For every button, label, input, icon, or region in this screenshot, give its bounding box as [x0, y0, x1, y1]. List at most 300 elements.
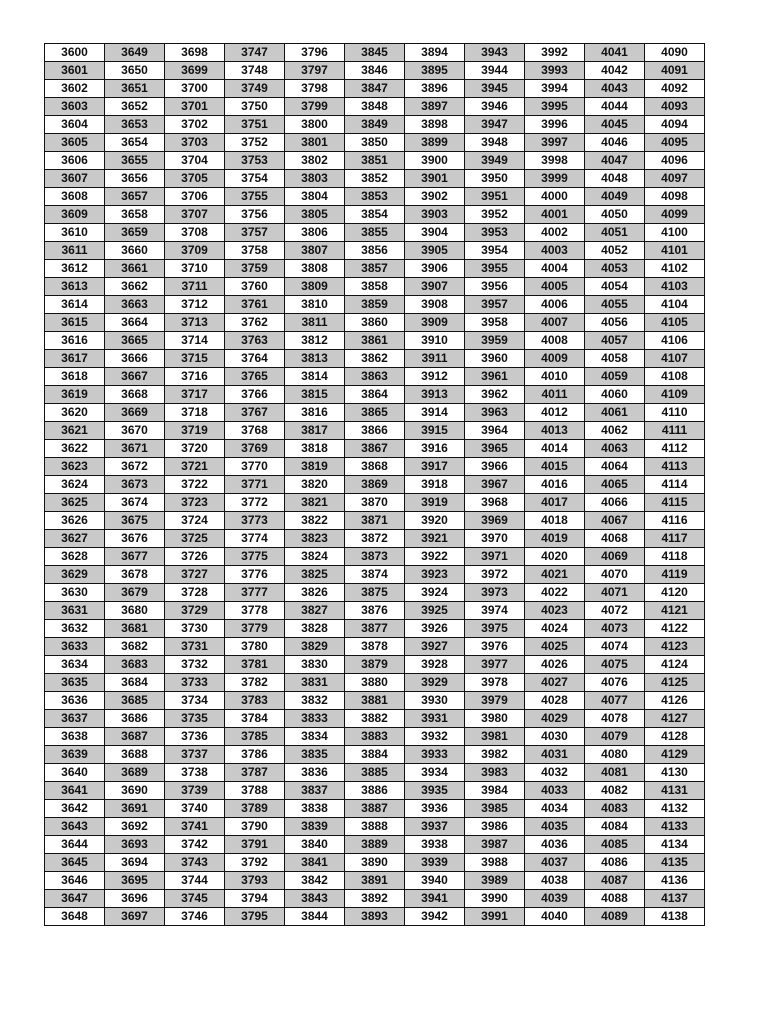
- table-cell: 3867: [345, 440, 405, 458]
- table-cell: 3617: [45, 350, 105, 368]
- table-cell: 3795: [225, 908, 285, 926]
- table-row: [45, 566, 705, 584]
- table-cell: 3685: [105, 692, 165, 710]
- table-cell: 3667: [105, 368, 165, 386]
- table-cell: 3942: [405, 908, 465, 926]
- table-cell: 4028: [525, 692, 585, 710]
- table-cell: 4048: [585, 170, 645, 188]
- table-cell: 4019: [525, 530, 585, 548]
- table-cell: 3674: [105, 494, 165, 512]
- table-cell: 3603: [45, 98, 105, 116]
- table-cell: 3857: [345, 260, 405, 278]
- table-cell: 3610: [45, 224, 105, 242]
- table-cell: 4027: [525, 674, 585, 692]
- table-cell: 4114: [645, 476, 705, 494]
- table-cell: 3747: [225, 44, 285, 62]
- table-cell: 3855: [345, 224, 405, 242]
- table-cell: 4105: [645, 314, 705, 332]
- table-cell: 3709: [165, 242, 225, 260]
- table-cell: 4068: [585, 530, 645, 548]
- table-cell: 3936: [405, 800, 465, 818]
- table-cell: 3873: [345, 548, 405, 566]
- table-cell: 3993: [525, 62, 585, 80]
- table-cell: 3692: [105, 818, 165, 836]
- table-cell: 3948: [465, 134, 525, 152]
- table-cell: 3999: [525, 170, 585, 188]
- table-cell: 3711: [165, 278, 225, 296]
- table-cell: 3847: [345, 80, 405, 98]
- table-cell: 4052: [585, 242, 645, 260]
- table-cell: 4056: [585, 314, 645, 332]
- table-cell: 3876: [345, 602, 405, 620]
- table-cell: 3908: [405, 296, 465, 314]
- table-cell: 3784: [225, 710, 285, 728]
- table-cell: 3935: [405, 782, 465, 800]
- table-cell: 3739: [165, 782, 225, 800]
- table-cell: 3990: [465, 890, 525, 908]
- table-cell: 3834: [285, 728, 345, 746]
- table-cell: 3802: [285, 152, 345, 170]
- table-cell: 3859: [345, 296, 405, 314]
- table-cell: 4037: [525, 854, 585, 872]
- table-cell: 3642: [45, 800, 105, 818]
- table-cell: 3650: [105, 62, 165, 80]
- table-cell: 3612: [45, 260, 105, 278]
- table-cell: 3723: [165, 494, 225, 512]
- table-cell: 4128: [645, 728, 705, 746]
- table-cell: 4096: [645, 152, 705, 170]
- table-cell: 4039: [525, 890, 585, 908]
- table-cell: 3922: [405, 548, 465, 566]
- table-cell: 3924: [405, 584, 465, 602]
- table-cell: 3837: [285, 782, 345, 800]
- table-cell: 4001: [525, 206, 585, 224]
- table-cell: 3884: [345, 746, 405, 764]
- table-cell: 4000: [525, 188, 585, 206]
- table-cell: 3943: [465, 44, 525, 62]
- table-cell: 3941: [405, 890, 465, 908]
- table-cell: 4087: [585, 872, 645, 890]
- table-cell: 4092: [645, 80, 705, 98]
- table-cell: 3701: [165, 98, 225, 116]
- table-cell: 3774: [225, 530, 285, 548]
- table-cell: 3864: [345, 386, 405, 404]
- table-cell: 3853: [345, 188, 405, 206]
- table-cell: 4004: [525, 260, 585, 278]
- table-row: [45, 782, 705, 800]
- table-cell: 4032: [525, 764, 585, 782]
- table-cell: 3874: [345, 566, 405, 584]
- table-cell: 3643: [45, 818, 105, 836]
- table-cell: 3928: [405, 656, 465, 674]
- table-cell: 3919: [405, 494, 465, 512]
- table-row: [45, 368, 705, 386]
- table-cell: 3646: [45, 872, 105, 890]
- table-row: [45, 116, 705, 134]
- table-cell: 4074: [585, 638, 645, 656]
- table-cell: 3927: [405, 638, 465, 656]
- table-cell: 3871: [345, 512, 405, 530]
- table-row: [45, 764, 705, 782]
- table-row: [45, 206, 705, 224]
- table-cell: 3601: [45, 62, 105, 80]
- table-row: [45, 224, 705, 242]
- table-cell: 3858: [345, 278, 405, 296]
- number-table: [44, 43, 705, 926]
- table-cell: 3633: [45, 638, 105, 656]
- table-cell: 3649: [105, 44, 165, 62]
- table-row: [45, 314, 705, 332]
- table-cell: 3659: [105, 224, 165, 242]
- table-cell: 3817: [285, 422, 345, 440]
- table-row: [45, 638, 705, 656]
- table-cell: 4033: [525, 782, 585, 800]
- table-cell: 3932: [405, 728, 465, 746]
- table-cell: 3719: [165, 422, 225, 440]
- table-row: [45, 854, 705, 872]
- table-cell: 3940: [405, 872, 465, 890]
- table-cell: 4034: [525, 800, 585, 818]
- table-cell: 3687: [105, 728, 165, 746]
- table-cell: 3810: [285, 296, 345, 314]
- table-cell: 3698: [165, 44, 225, 62]
- table-cell: 4095: [645, 134, 705, 152]
- table-cell: 3764: [225, 350, 285, 368]
- table-cell: 3959: [465, 332, 525, 350]
- table-cell: 3820: [285, 476, 345, 494]
- table-cell: 3670: [105, 422, 165, 440]
- table-cell: 4010: [525, 368, 585, 386]
- table-cell: 3939: [405, 854, 465, 872]
- table-cell: 3741: [165, 818, 225, 836]
- table-cell: 3705: [165, 170, 225, 188]
- table-cell: 3777: [225, 584, 285, 602]
- table-cell: 3901: [405, 170, 465, 188]
- table-cell: 4053: [585, 260, 645, 278]
- table-cell: 4026: [525, 656, 585, 674]
- table-cell: 4090: [645, 44, 705, 62]
- table-cell: 3793: [225, 872, 285, 890]
- table-cell: 4131: [645, 782, 705, 800]
- table-row: [45, 512, 705, 530]
- table-cell: 3710: [165, 260, 225, 278]
- table-row: [45, 332, 705, 350]
- table-row: [45, 728, 705, 746]
- table-cell: 4051: [585, 224, 645, 242]
- table-cell: 4129: [645, 746, 705, 764]
- table-row: [45, 80, 705, 98]
- table-cell: 4120: [645, 584, 705, 602]
- table-cell: 3865: [345, 404, 405, 422]
- table-cell: 3616: [45, 332, 105, 350]
- table-cell: 4098: [645, 188, 705, 206]
- table-cell: 3965: [465, 440, 525, 458]
- table-cell: 3813: [285, 350, 345, 368]
- table-cell: 3733: [165, 674, 225, 692]
- table-cell: 4106: [645, 332, 705, 350]
- table-cell: 4126: [645, 692, 705, 710]
- table-cell: 3869: [345, 476, 405, 494]
- table-cell: 3658: [105, 206, 165, 224]
- table-cell: 4014: [525, 440, 585, 458]
- table-cell: 3688: [105, 746, 165, 764]
- table-cell: 3651: [105, 80, 165, 98]
- table-cell: 3971: [465, 548, 525, 566]
- table-row: [45, 674, 705, 692]
- table-row: [45, 476, 705, 494]
- table-cell: 3972: [465, 566, 525, 584]
- table-cell: 3862: [345, 350, 405, 368]
- table-cell: 3722: [165, 476, 225, 494]
- table-cell: 3665: [105, 332, 165, 350]
- table-cell: 3923: [405, 566, 465, 584]
- table-cell: 3970: [465, 530, 525, 548]
- table-cell: 4101: [645, 242, 705, 260]
- table-cell: 3756: [225, 206, 285, 224]
- table-cell: 4012: [525, 404, 585, 422]
- table-cell: 3912: [405, 368, 465, 386]
- table-cell: 3973: [465, 584, 525, 602]
- table-cell: 3693: [105, 836, 165, 854]
- table-cell: 3613: [45, 278, 105, 296]
- table-cell: 3860: [345, 314, 405, 332]
- table-cell: 4070: [585, 566, 645, 584]
- table-row: [45, 620, 705, 638]
- table-cell: 3805: [285, 206, 345, 224]
- table-cell: 4075: [585, 656, 645, 674]
- table-cell: 3655: [105, 152, 165, 170]
- table-cell: 3694: [105, 854, 165, 872]
- table-cell: 3623: [45, 458, 105, 476]
- table-cell: 3760: [225, 278, 285, 296]
- table-cell: 4029: [525, 710, 585, 728]
- table-cell: 3991: [465, 908, 525, 926]
- table-cell: 4076: [585, 674, 645, 692]
- table-cell: 3983: [465, 764, 525, 782]
- table-cell: 4009: [525, 350, 585, 368]
- table-cell: 4122: [645, 620, 705, 638]
- table-cell: 3634: [45, 656, 105, 674]
- table-cell: 3969: [465, 512, 525, 530]
- table-row: [45, 134, 705, 152]
- table-cell: 3726: [165, 548, 225, 566]
- table-cell: 3846: [345, 62, 405, 80]
- table-cell: 3794: [225, 890, 285, 908]
- table-cell: 3829: [285, 638, 345, 656]
- table-cell: 3872: [345, 530, 405, 548]
- table-cell: 3806: [285, 224, 345, 242]
- table-cell: 3826: [285, 584, 345, 602]
- table-cell: 3605: [45, 134, 105, 152]
- table-cell: 3699: [165, 62, 225, 80]
- table-cell: 3961: [465, 368, 525, 386]
- table-cell: 4102: [645, 260, 705, 278]
- table-cell: 3792: [225, 854, 285, 872]
- table-cell: 3635: [45, 674, 105, 692]
- table-cell: 3803: [285, 170, 345, 188]
- table-cell: 3958: [465, 314, 525, 332]
- table-cell: 3718: [165, 404, 225, 422]
- table-cell: 3856: [345, 242, 405, 260]
- table-cell: 4100: [645, 224, 705, 242]
- table-cell: 3625: [45, 494, 105, 512]
- table-cell: 3831: [285, 674, 345, 692]
- table-cell: 3996: [525, 116, 585, 134]
- table-cell: 3606: [45, 152, 105, 170]
- table-cell: 3735: [165, 710, 225, 728]
- table-row: [45, 170, 705, 188]
- table-cell: 4071: [585, 584, 645, 602]
- table-cell: 3656: [105, 170, 165, 188]
- table-cell: 3731: [165, 638, 225, 656]
- table-cell: 3736: [165, 728, 225, 746]
- table-cell: 3787: [225, 764, 285, 782]
- table-cell: 3955: [465, 260, 525, 278]
- table-row: [45, 98, 705, 116]
- table-cell: 4113: [645, 458, 705, 476]
- table-cell: 3890: [345, 854, 405, 872]
- table-cell: 4061: [585, 404, 645, 422]
- table-cell: 3786: [225, 746, 285, 764]
- table-cell: 3663: [105, 296, 165, 314]
- table-cell: 3706: [165, 188, 225, 206]
- table-cell: 3796: [285, 44, 345, 62]
- table-cell: 3703: [165, 134, 225, 152]
- table-cell: 4049: [585, 188, 645, 206]
- table-cell: 3702: [165, 116, 225, 134]
- table-cell: 3816: [285, 404, 345, 422]
- table-cell: 3830: [285, 656, 345, 674]
- table-cell: 3885: [345, 764, 405, 782]
- table-cell: 3937: [405, 818, 465, 836]
- table-cell: 3934: [405, 764, 465, 782]
- table-cell: 3840: [285, 836, 345, 854]
- table-cell: 3614: [45, 296, 105, 314]
- table-cell: 3690: [105, 782, 165, 800]
- table-cell: 3894: [405, 44, 465, 62]
- table-cell: 3944: [465, 62, 525, 80]
- table-cell: 4091: [645, 62, 705, 80]
- table-cell: 3618: [45, 368, 105, 386]
- table-row: [45, 152, 705, 170]
- table-cell: 3886: [345, 782, 405, 800]
- table-cell: 3647: [45, 890, 105, 908]
- table-cell: 3952: [465, 206, 525, 224]
- table-cell: 3675: [105, 512, 165, 530]
- table-cell: 3980: [465, 710, 525, 728]
- table-cell: 3808: [285, 260, 345, 278]
- number-table-body: [45, 44, 705, 926]
- table-cell: 4084: [585, 818, 645, 836]
- table-cell: 4011: [525, 386, 585, 404]
- table-cell: 3863: [345, 368, 405, 386]
- table-cell: 4097: [645, 170, 705, 188]
- table-cell: 3696: [105, 890, 165, 908]
- table-cell: 3745: [165, 890, 225, 908]
- table-cell: 3738: [165, 764, 225, 782]
- table-cell: 3717: [165, 386, 225, 404]
- table-cell: 3832: [285, 692, 345, 710]
- table-cell: 4043: [585, 80, 645, 98]
- table-cell: 3751: [225, 116, 285, 134]
- table-cell: 3689: [105, 764, 165, 782]
- table-cell: 3721: [165, 458, 225, 476]
- table-cell: 3740: [165, 800, 225, 818]
- table-cell: 3742: [165, 836, 225, 854]
- table-cell: 3604: [45, 116, 105, 134]
- table-cell: 3713: [165, 314, 225, 332]
- table-cell: 3750: [225, 98, 285, 116]
- table-cell: 3861: [345, 332, 405, 350]
- table-cell: 3611: [45, 242, 105, 260]
- table-cell: 3758: [225, 242, 285, 260]
- table-row: [45, 350, 705, 368]
- table-cell: 3778: [225, 602, 285, 620]
- table-cell: 3744: [165, 872, 225, 890]
- table-cell: 3615: [45, 314, 105, 332]
- table-cell: 3640: [45, 764, 105, 782]
- table-cell: 3877: [345, 620, 405, 638]
- table-cell: 3671: [105, 440, 165, 458]
- table-cell: 4066: [585, 494, 645, 512]
- table-cell: 3790: [225, 818, 285, 836]
- table-cell: 3720: [165, 440, 225, 458]
- table-cell: 3662: [105, 278, 165, 296]
- table-cell: 3998: [525, 152, 585, 170]
- table-cell: 3957: [465, 296, 525, 314]
- table-cell: 3654: [105, 134, 165, 152]
- table-cell: 3767: [225, 404, 285, 422]
- table-row: [45, 800, 705, 818]
- table-cell: 4081: [585, 764, 645, 782]
- table-cell: 4080: [585, 746, 645, 764]
- table-cell: 3609: [45, 206, 105, 224]
- table-cell: 3697: [105, 908, 165, 926]
- table-cell: 3791: [225, 836, 285, 854]
- table-cell: 4005: [525, 278, 585, 296]
- table-cell: 4130: [645, 764, 705, 782]
- table-cell: 3854: [345, 206, 405, 224]
- table-cell: 3852: [345, 170, 405, 188]
- table-row: [45, 890, 705, 908]
- table-cell: 3732: [165, 656, 225, 674]
- table-cell: 4025: [525, 638, 585, 656]
- table-cell: 3911: [405, 350, 465, 368]
- table-cell: 3737: [165, 746, 225, 764]
- table-cell: 3627: [45, 530, 105, 548]
- table-cell: 3785: [225, 728, 285, 746]
- table-cell: 4022: [525, 584, 585, 602]
- table-cell: 3835: [285, 746, 345, 764]
- table-cell: 3824: [285, 548, 345, 566]
- table-cell: 3987: [465, 836, 525, 854]
- table-row: [45, 710, 705, 728]
- table-cell: 4008: [525, 332, 585, 350]
- table-cell: 3788: [225, 782, 285, 800]
- table-cell: 3746: [165, 908, 225, 926]
- table-cell: 3645: [45, 854, 105, 872]
- table-cell: 4002: [525, 224, 585, 242]
- table-cell: 4062: [585, 422, 645, 440]
- table-cell: 3843: [285, 890, 345, 908]
- table-cell: 3868: [345, 458, 405, 476]
- table-cell: 3789: [225, 800, 285, 818]
- table-cell: 3881: [345, 692, 405, 710]
- table-row: [45, 458, 705, 476]
- table-cell: 4094: [645, 116, 705, 134]
- table-cell: 3982: [465, 746, 525, 764]
- table-cell: 3909: [405, 314, 465, 332]
